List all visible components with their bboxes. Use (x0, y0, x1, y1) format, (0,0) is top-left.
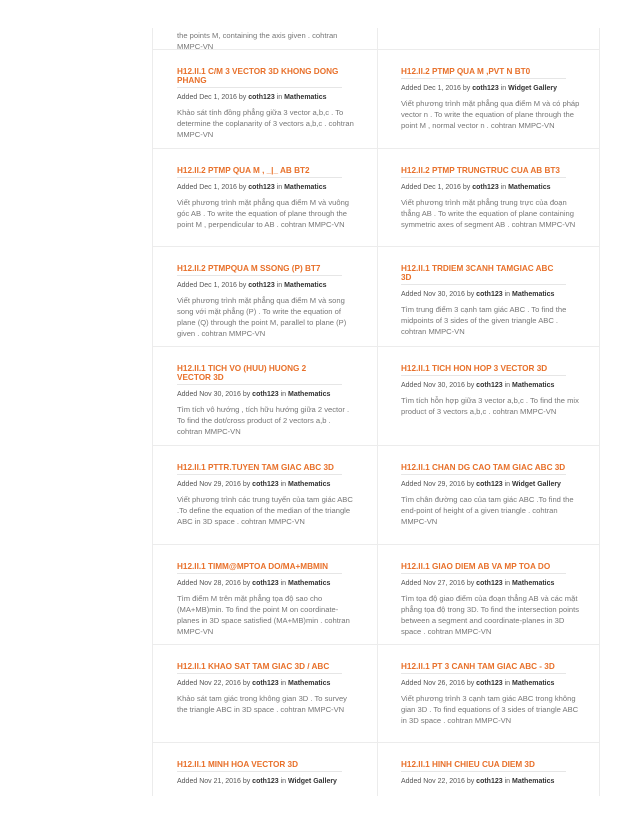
post-row (153, 742, 600, 796)
in-label: in (276, 282, 283, 289)
post-card (377, 149, 600, 248)
by-label: by (242, 481, 251, 488)
post-category-link[interactable]: Mathematics (512, 778, 555, 785)
added-label: Added (401, 778, 422, 785)
post-date: Nov 22, 2016 (199, 680, 241, 687)
post-author-link[interactable]: coth123 (252, 580, 279, 587)
post-date: Dec 1, 2016 (199, 94, 237, 101)
post-date: Nov 26, 2016 (423, 680, 465, 687)
post-title-link[interactable]: H12.II.1 MINH HOA VECTOR 3D (177, 760, 342, 772)
added-label: Added (401, 85, 422, 92)
post-category-link[interactable]: Widget Gallery (508, 85, 558, 92)
post-author-link[interactable]: coth123 (248, 282, 275, 289)
post-card (377, 743, 600, 796)
post-meta (401, 579, 585, 588)
post-author-link[interactable]: coth123 (472, 85, 499, 92)
by-label: by (242, 391, 251, 398)
post-category-link[interactable]: Mathematics (512, 680, 555, 687)
post-category-link[interactable]: Mathematics (512, 580, 555, 587)
post-row (153, 445, 600, 544)
post-date: Dec 1, 2016 (423, 85, 461, 92)
post-title-link[interactable]: H12.II.1 TRDIEM 3CANH TAMGIAC ABC 3D (401, 264, 566, 285)
added-label: Added (177, 94, 198, 101)
post-description: Viết phương trình 3 cạnh tam giác ABC trong không gian 3D . To find equations of 3 sides of triangle ABC in 3D space . cohtran MMPC-VN (401, 694, 579, 725)
post-description: Khảo sát tính đồng phẳng giữa 3 vector a,b,c . To determine the coplanarity of 3 vectors a,b,c . cohtran MMPC-VN (177, 108, 354, 139)
post-description: Viết phương trình mặt phẳng qua điểm M và song song với mặt phẳng (P) . To write the equation of plane (Q) through the point M, parallel to plane (P) given . cohtran MMPC-VN (177, 296, 347, 338)
post-author-link[interactable]: coth123 (252, 391, 279, 398)
in-label: in (280, 778, 287, 785)
post-date: Nov 30, 2016 (423, 382, 465, 389)
post-title-link[interactable]: H12.II.1 TICH HON HOP 3 VECTOR 3D (401, 364, 566, 376)
post-title-link[interactable]: H12.II.1 CHAN DG CAO TAM GIAC ABC 3D (401, 463, 566, 475)
added-label: Added (177, 680, 198, 687)
by-label: by (238, 184, 247, 191)
in-label: in (280, 481, 287, 488)
post-date: Nov 29, 2016 (199, 481, 241, 488)
post-date: Dec 1, 2016 (199, 184, 237, 191)
post-author-link[interactable]: coth123 (476, 382, 503, 389)
post-title-link[interactable]: H12.II.1 PTTR.TUYEN TAM GIAC ABC 3D (177, 463, 342, 475)
added-label: Added (401, 580, 422, 587)
post-meta (401, 290, 585, 299)
by-label: by (242, 778, 251, 785)
post-author-link[interactable]: coth123 (476, 778, 503, 785)
in-label: in (276, 94, 283, 101)
in-label: in (504, 778, 511, 785)
added-label: Added (177, 184, 198, 191)
in-label: in (504, 481, 511, 488)
post-card (377, 645, 600, 744)
post-date: Nov 28, 2016 (199, 580, 241, 587)
added-label: Added (401, 680, 422, 687)
post-author-link[interactable]: coth123 (248, 94, 275, 101)
added-label: Added (401, 382, 422, 389)
post-meta (401, 381, 585, 390)
by-label: by (238, 94, 247, 101)
post-row (153, 346, 600, 445)
post-description: Viết phương trình mặt phẳng qua điểm M và có pháp vector n . To write the equation of plane through the point M , normal vector n . cohtran MMPC-VN (401, 99, 580, 130)
added-label: Added (177, 778, 198, 785)
post-category-link[interactable]: Mathematics (284, 282, 327, 289)
in-label: in (280, 580, 287, 587)
post-card (153, 743, 377, 796)
post-date: Nov 21, 2016 (199, 778, 241, 785)
post-card (377, 50, 600, 149)
in-label: in (276, 184, 283, 191)
post-category-link[interactable]: Mathematics (288, 391, 331, 398)
post-category-link[interactable]: Mathematics (288, 680, 331, 687)
post-title-link[interactable]: H12.II.1 C/M 3 VECTOR 3D KHONG DONG PHANG (177, 67, 342, 88)
post-card (153, 347, 377, 446)
in-label: in (504, 680, 511, 687)
post-description: Tìm tích vô hướng , tích hữu hướng giữa 2 vector . To find the dot/cross product of 2 vectors a,b . cohtran MMPC-VN (177, 405, 350, 436)
in-label: in (500, 184, 507, 191)
post-meta (177, 183, 361, 192)
in-label: in (504, 580, 511, 587)
post-meta (401, 679, 585, 688)
post-row (153, 246, 600, 345)
post-card (377, 247, 600, 346)
post-title-link[interactable]: H12.II.2 PTMP QUA M , _|_ AB BT2 (177, 166, 342, 178)
in-label: in (280, 391, 287, 398)
post-meta (401, 777, 585, 786)
post-grid (152, 28, 600, 796)
post-card (153, 645, 377, 744)
post-category-link[interactable]: Mathematics (284, 184, 327, 191)
by-label: by (466, 382, 475, 389)
by-label: by (466, 778, 475, 785)
post-category-link[interactable]: Widget Gallery (512, 481, 561, 488)
added-label: Added (401, 291, 422, 298)
post-date: Dec 1, 2016 (199, 282, 237, 289)
added-label: Added (401, 481, 422, 488)
post-category-link[interactable]: Mathematics (508, 184, 551, 191)
by-label: by (466, 481, 475, 488)
post-card (153, 545, 377, 644)
post-category-link[interactable]: Mathematics (288, 580, 331, 587)
post-category-link[interactable]: Mathematics (512, 382, 555, 389)
post-author-link[interactable]: coth123 (476, 680, 503, 687)
by-label: by (462, 85, 471, 92)
post-meta (177, 679, 361, 688)
added-label: Added (401, 184, 422, 191)
post-date: Nov 27, 2016 (423, 580, 465, 587)
post-description: Tìm điểm M trên mặt phẳng tọa độ sao cho (MA+MB)min. To find the point M on coordinate-planes in 3D space satisfied (MA+MB)min . cohtran MMPC-VN (177, 594, 350, 636)
post-category-link[interactable]: Mathematics (284, 94, 327, 101)
post-card (377, 545, 600, 644)
by-label: by (466, 680, 475, 687)
post-description: Tìm tích hỗn hợp giữa 3 vector a,b,c . To find the mix product of 3 vectors a,b,c . cohtran MMPC-VN (401, 396, 579, 416)
post-meta (177, 579, 361, 588)
post-row (153, 544, 600, 643)
post-title-link[interactable]: H12.II.2 PTMPQUA M SSONG (P) BT7 (177, 264, 342, 276)
by-label: by (462, 184, 471, 191)
post-title-link[interactable]: H12.II.1 KHAO SAT TAM GIAC 3D / ABC (177, 662, 342, 674)
post-card (153, 149, 377, 248)
in-label: in (504, 382, 511, 389)
by-label: by (242, 580, 251, 587)
added-label: Added (177, 282, 198, 289)
post-title-link[interactable]: H12.II.2 PTMP TRUNGTRUC CUA AB BT3 (401, 166, 566, 178)
post-title-link[interactable]: H12.II.2 PTMP QUA M ,PVT N BT0 (401, 67, 566, 79)
post-meta (177, 390, 361, 399)
post-date: Dec 1, 2016 (423, 184, 461, 191)
post-date: Nov 29, 2016 (423, 481, 465, 488)
post-meta (401, 183, 585, 192)
post-meta (177, 281, 361, 290)
by-label: by (466, 291, 475, 298)
by-label: by (238, 282, 247, 289)
post-title-link[interactable]: H12.II.1 TICH VO (HUU) HUONG 2 VECTOR 3D (177, 364, 342, 385)
post-meta (401, 84, 585, 93)
post-author-link[interactable]: coth123 (472, 184, 499, 191)
post-author-link[interactable]: coth123 (252, 778, 279, 785)
post-date: Nov 30, 2016 (423, 291, 465, 298)
post-card (153, 50, 377, 149)
in-label: in (280, 680, 287, 687)
added-label: Added (177, 580, 198, 587)
post-author-link[interactable]: coth123 (476, 580, 503, 587)
post-title-link[interactable]: H12.II.1 PT 3 CANH TAM GIAC ABC - 3D (401, 662, 566, 674)
by-label: by (466, 580, 475, 587)
post-author-link[interactable]: coth123 (248, 184, 275, 191)
post-author-link[interactable]: coth123 (252, 481, 279, 488)
post-card (153, 446, 377, 545)
post-category-link[interactable]: Mathematics (512, 291, 555, 298)
post-description: Tìm trung điểm 3 cạnh tam giác ABC . To find the midpoints of 3 sides of the given triangle ABC . cohtran MMPC-VN (401, 305, 567, 336)
post-description: Viết phương trình các trung tuyến của tam giác ABC .To define the equation of the median of the triangle ABC in 3D space . cohtran MMPC-VN (177, 495, 353, 526)
post-card (153, 247, 377, 346)
added-label: Added (177, 481, 198, 488)
post-row (153, 644, 600, 743)
post-description: Viết phương trình mặt phẳng qua điểm M và vuông góc AB . To write the equation of plane through the point M , perpendicular to AB . cohtran MMPC-VN (177, 198, 350, 229)
post-category-link[interactable]: Widget Gallery (288, 778, 337, 785)
in-label: in (500, 85, 507, 92)
post-title-link[interactable]: H12.II.1 TIMM@MPTOA DO/MA+MBMIN (177, 562, 342, 574)
post-author-link[interactable]: coth123 (476, 481, 503, 488)
post-author-link[interactable]: coth123 (252, 680, 279, 687)
post-meta (401, 480, 585, 489)
post-meta (177, 93, 361, 102)
post-card (377, 347, 600, 446)
by-label: by (242, 680, 251, 687)
post-date: Nov 30, 2016 (199, 391, 241, 398)
post-description: Tìm chân đường cao của tam giác ABC .To find the end-point of height of a given triangle . cohtran MMPC-VN (401, 495, 574, 526)
post-meta (177, 777, 361, 786)
added-label: Added (177, 391, 198, 398)
post-meta (177, 480, 361, 489)
post-card (377, 446, 600, 545)
post-date: Nov 22, 2016 (423, 778, 465, 785)
post-title-link[interactable]: H12.II.1 HINH CHIEU CUA DIEM 3D (401, 760, 566, 772)
post-description: Khảo sát tam giác trong không gian 3D . To survey the triangle ABC in 3D space . cohtran MMPC-VN (177, 694, 347, 714)
post-title-link[interactable]: H12.II.1 GIAO DIEM AB VA MP TOA DO (401, 562, 566, 574)
post-author-link[interactable]: coth123 (476, 291, 503, 298)
post-row (153, 148, 600, 247)
post-description: Viết phương trình mặt phẳng trung trực của đoạn thẳng AB . To write the equation of plane containing symmetric axes of segment AB . cohtran MMPC-VN (401, 198, 576, 229)
post-category-link[interactable]: Mathematics (288, 481, 331, 488)
post-description: Tìm tọa độ giao điểm của đoạn thẳng AB và các mặt phẳng tọa độ trong 3D. To find the intersection points between a segment and coordinate-planes in 3D space . cohtran MMPC-VN (401, 594, 580, 636)
post-row (153, 49, 600, 148)
previous-post-fragment: the points M, containing the axis given . cohtran MMPC-VN (177, 31, 338, 51)
in-label: in (504, 291, 511, 298)
